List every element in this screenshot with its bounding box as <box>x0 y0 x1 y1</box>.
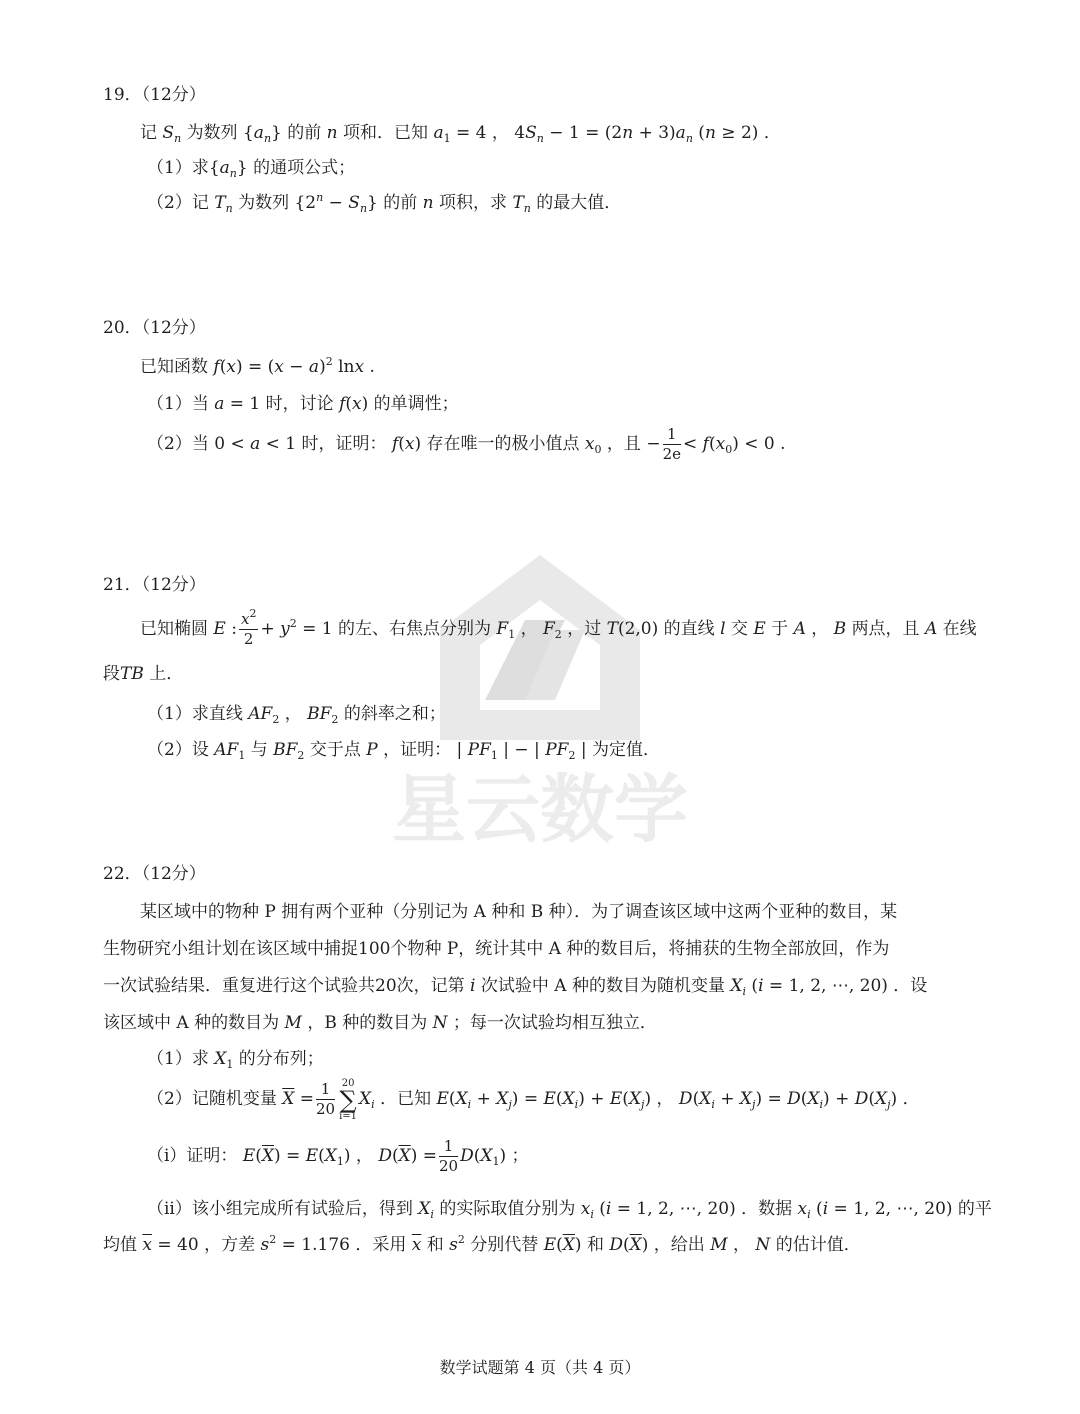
q22-part2: （2）记随机变量 $\overline{X}$ = $\frac{1}{20}$ 20 ∑ i=1 $X_i$ ．已知 $E(X_i + X_j) = E(X_i) + E(X_j)$ ， $D(X_i + X_j) = D(X_i) + D(X_j)$ ． <box>147 1077 920 1122</box>
q20-number: 20．（12分） <box>103 318 206 338</box>
q21-number: 21．（12分） <box>103 575 206 595</box>
q22-number: 22．（12分） <box>103 864 206 884</box>
summation: 20 ∑ i=1 <box>339 1077 358 1122</box>
q19-part2: （2）记 $T_n$ 为数列 $\{2^n - S_n\}$ 的前 n 项积，求 $T_n$ 的最大值． <box>147 191 622 215</box>
watermark-text: 星云数学 <box>392 767 688 853</box>
q22-part2-ii: （ii）该小组完成所有试验后，得到 $X_i$ 的实际取值分别为 $x_i$ (i = 1, 2, ⋯, 20) ．数据 $x_i$ (i = 1, 2, ⋯, 20) 的平 <box>147 1199 992 1221</box>
q22-part1: （1）求 $X_1$ 的分布列； <box>147 1049 324 1071</box>
q21-part2: （2）设 $AF_1$ 与 $BF_2$ 交于点 P ，证明： | $PF_1$ | − | $PF_2$ | 为定值． <box>147 740 660 762</box>
q21-stem-line2: 段TB 上． <box>103 664 184 684</box>
q22-part2-i: （i）证明： $E(\overline{X}) = E(X_1)$ ， $D(\overline{X})$ = $\frac{1}{20}$ $D(X_1)$ ； <box>147 1137 529 1175</box>
q19-stem: 记 $S_n$ 为数列 $\{a_n\}$ 的前 n 项和．已知 $a_1 = 4$ ， $4S_n - 1 = (2n + 3)a_n$ (n ≥ 2) ． <box>140 123 781 145</box>
q20-part2: （2）当 0 < a < 1 时，证明： f(x) 存在唯一的极小值点 $x_0$ ，且 − $\frac{1}{2e}$ < $f(x_0) < 0$ . <box>147 425 786 463</box>
watermark <box>320 500 760 900</box>
q20-stem: 已知函数 $f(x) = (x - a)^2$ lnx . <box>140 355 375 377</box>
q19-part1: （1）求$\{a_n\}$ 的通项公式； <box>147 158 356 180</box>
q21-part1: （1）求直线 $AF_2$ ， $BF_2$ 的斜率之和； <box>147 704 446 726</box>
q22-stem-line1: 某区域中的物种 P 拥有两个亚种（分别记为 A 种和 B 种）．为了调查该区域中这两个亚种的数目，某 <box>140 902 898 922</box>
fraction: $\frac{1}{20}$ <box>316 1080 336 1118</box>
q22-part2-ii-line2: 均值 $\overline{x} = 40$ ，方差 $s^2 = 1.176$ ．采用 $\overline{x}$ 和 $s^2$ 分别代替 $E(\overline{X})$ 和 $D(\overline{X})$ ，给出 M ， N 的估计值． <box>103 1233 861 1255</box>
q21-stem: 已知椭圆 E : $\frac{x^2}{2}$ + $y^2 = 1$ 的左、右焦点分别为 $F_1$ ， $F_2$ ，过 T(2,0) 的直线 l 交 E 于 A ， B 两点，且 A 在线 <box>140 607 977 648</box>
page-footer: 数学试题第 4 页（共 4 页） <box>439 1358 641 1377</box>
q19-number: 19．（12分） <box>103 85 206 105</box>
q20-part1: （1）当 a = 1 时，讨论 f(x) 的单调性； <box>147 394 459 414</box>
fraction: $\frac{1}{20}$ <box>439 1137 459 1175</box>
watermark-logo-icon <box>320 500 760 900</box>
fraction: $\frac{x^2}{2}$ <box>240 607 257 648</box>
fraction: $\frac{1}{2e}$ <box>662 425 681 463</box>
q22-stem-line3: 一次试验结果．重复进行这个试验共20次，记第 i 次试验中 A 种的数目为随机变量 $X_i$ (i = 1, 2, ⋯, 20) ．设 <box>103 976 928 998</box>
q22-stem-line2: 生物研究小组计划在该区域中捕捉100个物种 P，统计其中 A 种的数目后，将捕获的生物全部放回，作为 <box>103 939 890 959</box>
q22-stem-line4: 该区域中 A 种的数目为 M ，B 种的数目为 N ；每一次试验均相互独立． <box>103 1013 657 1033</box>
